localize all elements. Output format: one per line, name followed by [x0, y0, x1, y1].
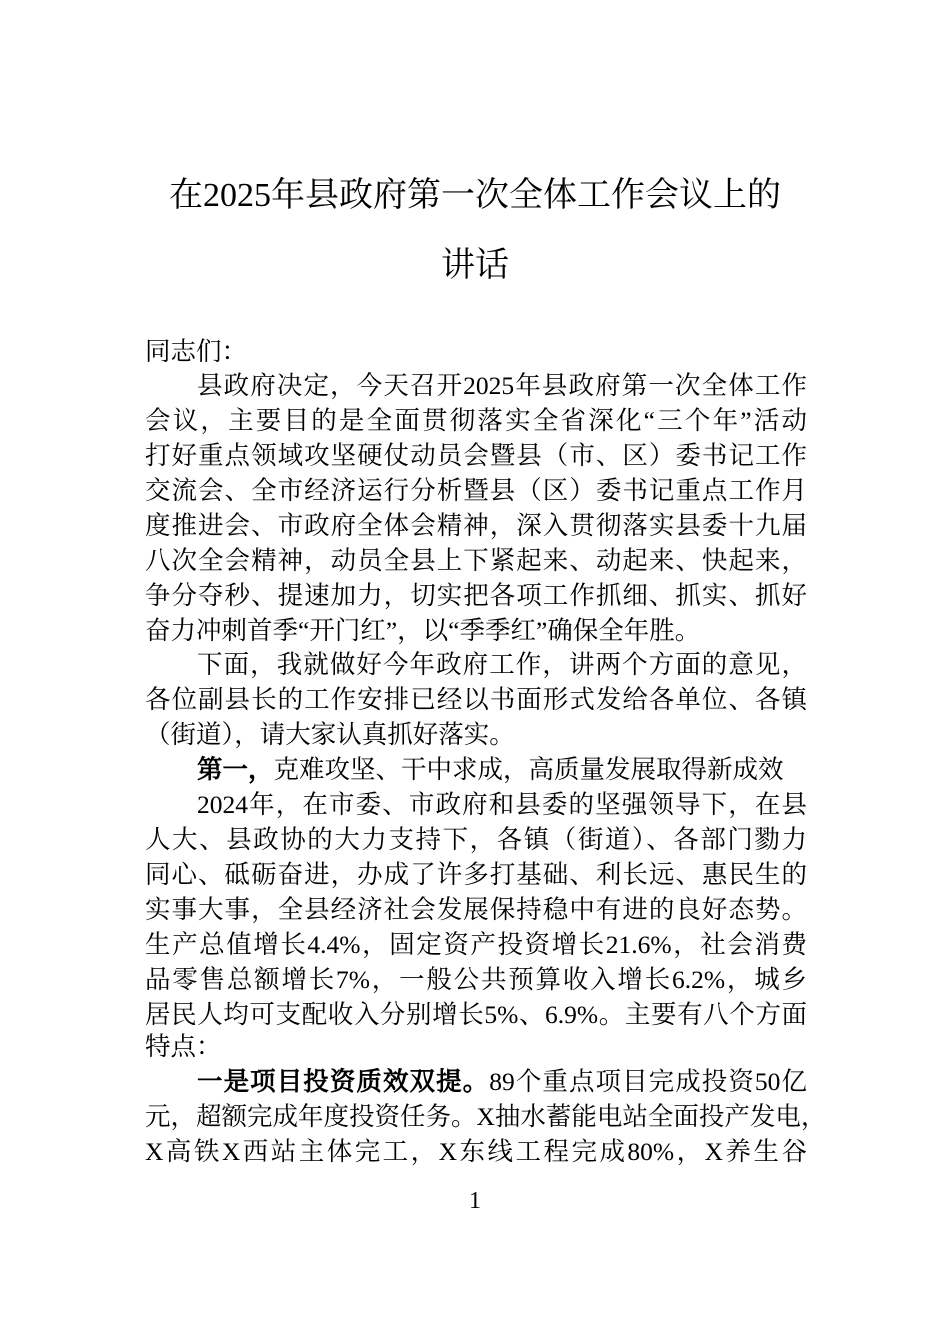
body-line: X高铁X西站主体完工，X东线工程完成80%，X养生谷 [145, 1137, 807, 1166]
point-text: 89个重点项目完成投资50亿 [489, 1067, 807, 1096]
body-line: （街道），请大家认真抓好落实。 [145, 720, 515, 749]
body-line: 争分夺秒、提速加力，切实把各项工作抓细、抓实、抓好 [145, 581, 807, 610]
body-line: 2024年，在市委、市政府和县委的坚强领导下，在县 [197, 790, 807, 819]
section-heading-number: 第一， [197, 755, 274, 784]
body-line: 居民人均可支配收入分别增长5%、6.9%。主要有八个方面 [145, 1000, 807, 1029]
document-title-line-1: 在2025年县政府第一次全体工作会议上的 [169, 177, 781, 214]
body-line: 特点： [145, 1032, 222, 1061]
body-line: 下面，我就做好今年政府工作，讲两个方面的意见， [197, 650, 807, 679]
section-heading [145, 753, 807, 787]
body-line: 人大、县政协的大力支持下，各镇（街道）、各部门勠力 [145, 825, 807, 854]
body-line: 元，超额完成年度投资任务。X抽水蓄能电站全面投产发电， [145, 1102, 827, 1131]
section-heading-text: 克难攻坚、干中求成，高质量发展取得新成效 [273, 755, 784, 784]
body-line: 生产总值增长4.4%，固定资产投资增长21.6%，社会消费 [145, 930, 807, 959]
body-line: 县政府决定，今天召开2025年县政府第一次全体工作 [197, 371, 807, 400]
document-title-line-2: 讲话 [441, 247, 509, 284]
body-line: 打好重点领域攻坚硬仗动员会暨县（市、区）委书记工作 [145, 441, 807, 470]
body-line: 奋力冲刺首季“开门红”，以“季季红”确保全年胜。 [145, 616, 701, 645]
body-line: 八次全会精神，动员全县上下紧起来、动起来、快起来， [145, 546, 807, 575]
body-line: 实事大事，全县经济社会发展保持稳中有进的良好态势。 [145, 895, 807, 924]
body-line: 度推进会、市政府全体会精神，深入贯彻落实县委十九届 [145, 511, 807, 540]
body-line: 会议，主要目的是全面贯彻落实全省深化“三个年”活动 [145, 406, 807, 435]
body-line: 品零售总额增长7%，一般公共预算收入增长6.2%，城乡 [145, 965, 807, 994]
point-heading: 一是项目投资质效双提。 [197, 1067, 490, 1096]
body-line: 交流会、全市经济运行分析暨县（区）委书记重点工作月 [145, 476, 807, 505]
page-number: 1 [469, 1188, 481, 1214]
body-line: 各位副县长的工作安排已经以书面形式发给各单位、各镇 [145, 685, 807, 714]
salutation: 同志们： [145, 337, 248, 366]
body-line: 同心、砥砺奋进，办成了许多打基础、利长远、惠民生的 [145, 860, 807, 889]
point-line [145, 1065, 807, 1099]
